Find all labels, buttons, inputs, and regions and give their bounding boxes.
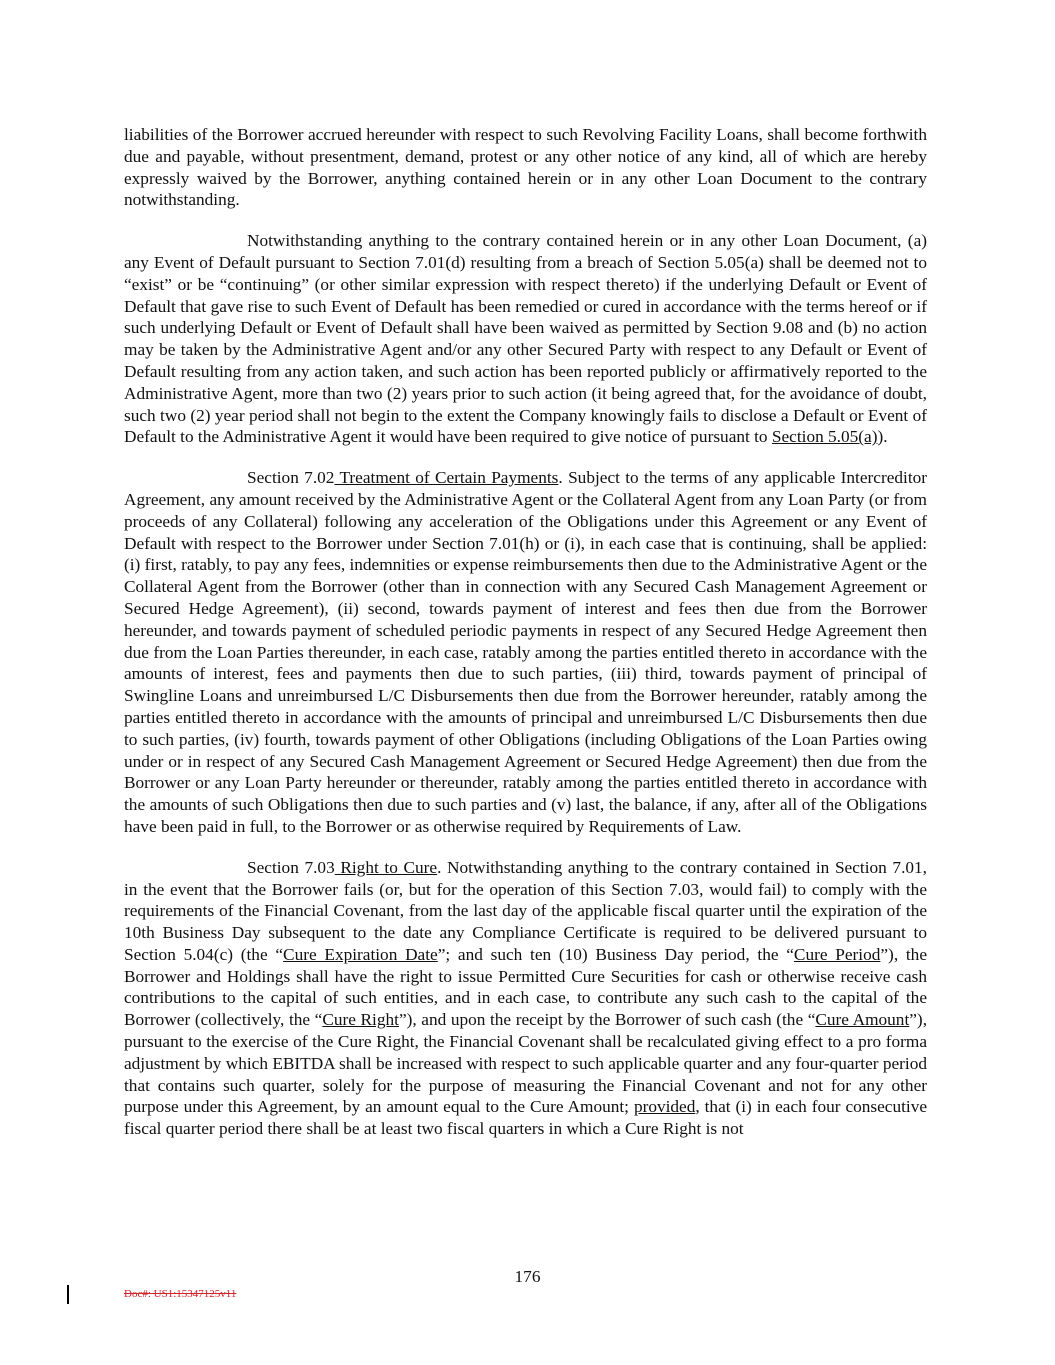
section-7-02-body: . Subject to the terms of any applicable Intercreditor Agreement, any amount received by the Administrative Agent or the Collateral Agent from any Loan Party (or from proceeds of any Collateral) following any acceleration of the Obligations under this Agreement or any Event of Default with respect to the Borrower under Section 7.01(h) or (i), in each case that is continuing, shall be applied: (i) first, ratably, to pay any fees, indemnities or expense reimbursements then due to the Administrative Agent or the Collateral Agent from the Borrower (other than in connection with any Secured Cash Management Agreement or Secured Hedge Agreement), (ii) second, towards payment of interest and fees then due from the Borrower hereunder, and towards payment of scheduled periodic payments in respect of any Secured Hedge Agreement then due from the Loan Parties thereunder, in each case, ratably among the parties entitled thereto in accordance with the amounts of interest, fees and payments then due to such parties, (iii) third, towards payment of principal of Swingline Loans and unreimbursed L/C Disbursements then due from the Borrower hereunder, ratably among the parties entitled thereto in accordance with the amounts of principal and unreimbursed L/C Disbursements then due to such parties, (iv) fourth, towards payment of other Obligations (including Obligations of the Loan Parties owing under or in respect of any Secured Cash Management Agreement or Secured Hedge Agreement) then due from the Borrower or any Loan Party hereunder or thereunder, ratably among the parties entitled thereto in accordance with the amounts of such Obligations then due to such parties and (v) last, the balance, if any, after all of the Obligations have been paid in full, to the Borrower or as otherwise required by Requirements of Law. [124, 468, 928, 836]
term-cure-right: Cure Right [322, 1010, 399, 1030]
section-7-02-title: Treatment of Certain Payments [339, 468, 559, 488]
term-provided: provided [633, 1097, 696, 1117]
section-7-03-text-b: ”; and such ten (10) Business Day period, the “ [437, 944, 794, 964]
section-7-03-text-d: ”), and upon the receipt by the Borrower of such cash (the “ [398, 1010, 816, 1030]
document-body [124, 124, 927, 1159]
section-7-03-text-f: , that (i) in each four consecutive fiscal quarter period there shall be at least two fiscal quarters in which a Cure Right is not [124, 1097, 928, 1139]
document-id: Doc#: US1:15347125v11 [124, 1288, 237, 1300]
paragraph-acceleration-continued: liabilities of the Borrower accrued hereunder with respect to such Revolving Facility Loans, shall become forthwith due and payable, without presentment, demand, protest or any other notice of any kind, all of which are hereby expressly waived by the Borrower, anything contained herein or in any other Loan Document to the contrary notwithstanding. [124, 125, 927, 210]
term-cure-amount: Cure Amount [815, 1010, 910, 1030]
term-cure-period: Cure Period [793, 944, 881, 964]
term-cure-expiration-date: Cure Expiration Date [283, 944, 438, 964]
section-7-03 [124, 857, 927, 1140]
notwithstanding-text: Notwithstanding anything to the contrary contained herein or in any other Loan Document, (a) any Event of Default pursuant to Section 7.01(d) resulting from a breach of Section 5.05(a) shall be deemed not to “exist” or be “continuing” (or other similar expression with respect thereto) if the underlying Default or Event of Default that gave rise to such Event of Default has been remedied or cured in accordance with the terms hereof or if such underlying Default or Event of Default shall have been waived as permitted by Section 9.08 and (b) no action may be taken by the Administrative Agent and/or any other Secured Party with respect to any Default or Event of Default resulting from any action taken, and such action has been reported publicly or affirmatively reported to the Administrative Agent, more than two (2) years prior to such action (it being agreed that, for the avoidance of doubt, such two (2) year period shall not begin to the extent the Company knowingly fails to disclose a Default or Event of Default to the Administrative Agent it would have been required to give notice of pursuant to [124, 231, 927, 447]
section-7-03-title: Right to Cure [340, 857, 438, 877]
notwithstanding-end: ). [877, 427, 888, 447]
section-7-03-text-e: ”), pursuant to the exercise of the Cure Right, the Financial Covenant shall be recalculated giving effect to a pro forma adjustment by which EBITDA shall be increased with respect to such applicable quarter and any four-quarter period that contains such quarter, solely for the purpose of measuring the Financial Covenant and not for any other purpose under this Agreement, by an amount equal to the Cure Amount; [124, 1010, 928, 1117]
section-7-02 [124, 467, 927, 838]
section-7-03-text-c: ”), the Borrower and Holdings shall have the right to issue Permitted Cure Securities for cash or otherwise receive cash contributions to the capital of such entities, and in each case, to contribute any such cash to the capital of the Borrower (collectively, the “ [124, 944, 927, 1030]
paragraph-notwithstanding [124, 230, 927, 448]
section-7-02-number: Section 7.02 [247, 468, 335, 488]
section-ref-5-05a: Section 5.05(a) [771, 427, 878, 447]
revision-change-bar [67, 1285, 69, 1304]
section-7-03-number: Section 7.03 [247, 857, 335, 877]
section-7-03-text-a: . Notwithstanding anything to the contrary contained in Section 7.01, in the event that the Borrower fails (or, but for the operation of this Section 7.03, would fail) to comply with the requirements of the Financial Covenant, from the last day of the applicable fiscal quarter until the expiration of the 10th Business Day subsequent to the date any Compliance Certificate is required to be delivered pursuant to Section 5.04(c) (the “ [124, 857, 927, 964]
page-number: 176 [514, 1267, 541, 1286]
